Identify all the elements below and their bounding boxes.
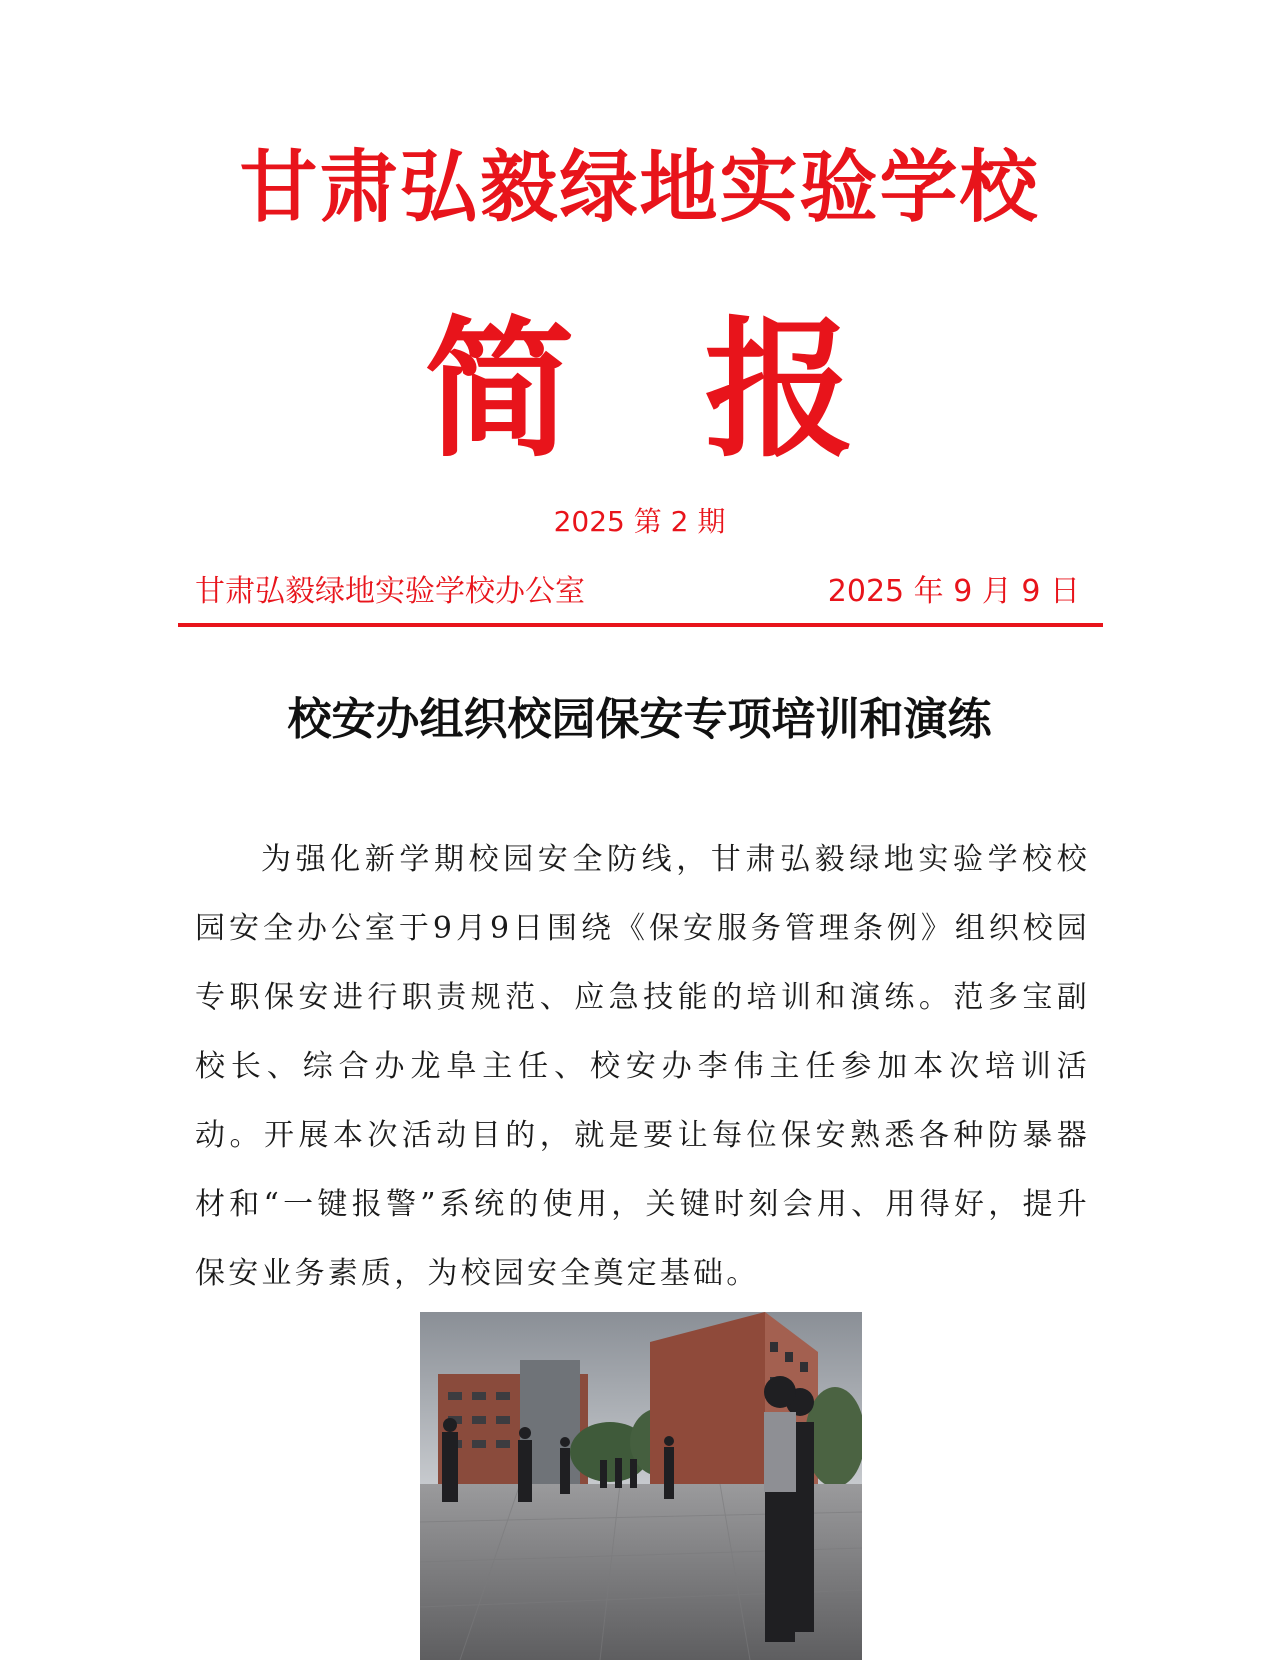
school-name-heading: 甘肃弘毅绿地实验学校: [239, 142, 1040, 233]
issue-number: 2025 第 2 期: [553, 505, 726, 538]
issuing-office: 甘肃弘毅绿地实验学校办公室: [195, 574, 585, 609]
bulletin-title: 简报: [424, 302, 985, 478]
issue-date: 2025 年 9 月 9 日: [827, 574, 1080, 609]
red-divider: [178, 623, 1103, 627]
article-title: 校安办组织校园保安专项培训和演练: [287, 694, 992, 745]
masthead-meta: [195, 570, 1080, 614]
article-body: 为强化新学期校园安全防线，甘肃弘毅绿地实验学校校园安全办公室于9月9日围绕《保安服务管理条例》组织校园专职保安进行职责规范、应急技能的培训和演练。范多宝副校长、综合办龙阜主任、校安办李伟主任参加本次培训活动。开展本次活动目的，就是要让每位保安熟悉各种防暴器材和“一键报警”系统的使用，关键时刻会用、用得好，提升保安业务素质，为校园安全奠定基础。: [195, 842, 1090, 1291]
training-photo: [420, 1312, 862, 1660]
